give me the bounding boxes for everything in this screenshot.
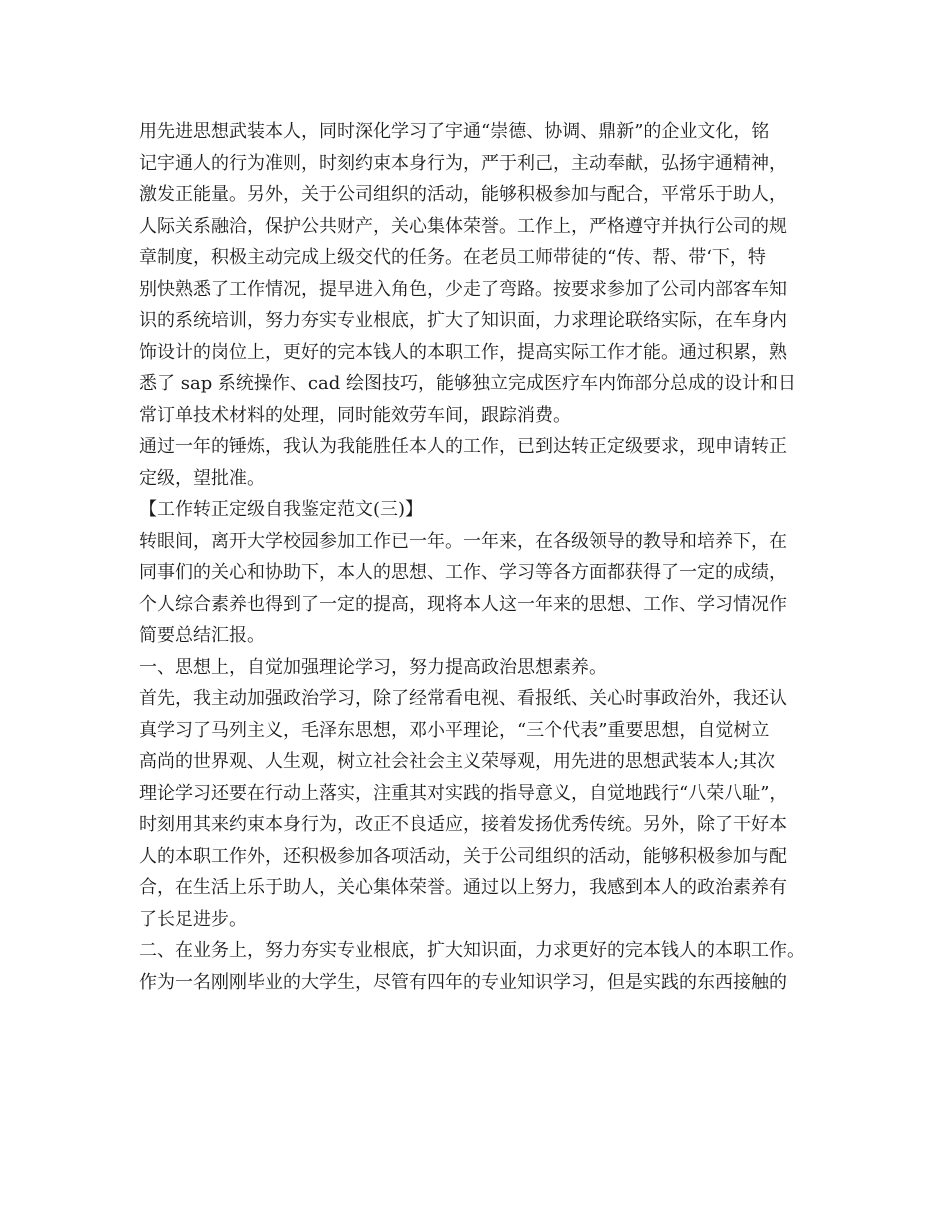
text-line: 章制度，积极主动完成上级交代的任务。在老员工师带徒的“传、帮、带‘下，特 (139, 247, 766, 268)
text-line: 饰设计的岗位上，更好的完本钱人的本职工作，提高实际工作才能。通过积累，熟 (139, 341, 787, 363)
document-body (139, 116, 839, 998)
text-line: 常订单技术材料的处理，同时能效劳车间，跟踪消费。 (139, 404, 571, 426)
text-line: 二、在业务上，努力夯实专业根底，扩大知识面，力求更好的完本钱人的本职工作。 (139, 940, 805, 961)
text-line: 别快熟悉了工作情况，提早进入角色，少走了弯路。按要求参加了公司内部客车知 (139, 278, 787, 300)
text-line: 首先，我主动加强政治学习，除了经常看电视、看报纸、关心时事政治外，我还认 (139, 688, 787, 709)
text-line: 高尚的世界观、人生观，树立社会社会主义荣辱观，用先进的思想武装本人;其次 (139, 751, 776, 772)
paragraph-p3 (139, 494, 839, 526)
text-line: 合，在生活上乐于助人，关心集体荣誉。通过以上努力，我感到本人的政治素养有 (139, 877, 787, 898)
text-line: 悉了 sap 系统操作、cad 绘图技巧，能够独立完成医疗车内饰部分总成的设计和日 (139, 373, 796, 394)
text-line: 通过一年的锤炼，我认为我能胜任本人的工作，已到达转正定级要求，现申请转正 (139, 436, 787, 457)
text-line: 真学习了马列主义，毛泽东思想，邓小平理论，“三个代表”重要思想，自觉树立 (139, 719, 770, 741)
text-line: 人的本职工作外，还积极参加各项活动，关于公司组织的活动，能够积极参加与配 (139, 845, 787, 867)
text-line: 理论学习还要在行动上落实，注重其对实践的指导意义，自觉地践行“八荣八耻”， (139, 782, 788, 804)
paragraph-p7 (139, 935, 839, 967)
text-line: 时刻用其来约束本身行为，改正不良适应，接着发扬优秀传统。另外，除了干好本 (139, 814, 787, 835)
text-line: 转眼间，离开大学校园参加工作已一年。一年来，在各级领导的教导和培养下，在 (139, 530, 787, 552)
paragraph-p6 (139, 683, 839, 935)
paragraph-p5 (139, 652, 839, 684)
paragraph-p2 (139, 431, 839, 494)
text-line: 用先进思想武装本人，同时深化学习了宇通“崇德、协调、鼎新”的企业文化，铭 (139, 121, 770, 142)
paragraph-p4 (139, 526, 839, 652)
text-line: 人际关系融洽，保护公共财产，关心集体荣誉。工作上，严格遵守并执行公司的规 (139, 215, 787, 237)
text-line: 作为一名刚刚毕业的大学生，尽管有四年的专业知识学习，但是实践的东西接触的 (139, 971, 787, 993)
text-line: 【工作转正定级自我鉴定范文(三)】 (139, 499, 424, 520)
text-line: 记宇通人的行为准则，时刻约束本身行为，严于利己，主动奉献，弘扬宇通精神， (139, 152, 787, 174)
text-line: 一、思想上，自觉加强理论学习，努力提高政治思想素养。 (139, 656, 607, 678)
text-line: 个人综合素养也得到了一定的提高，现将本人这一年来的思想、工作、学习情况作 (139, 593, 787, 615)
text-line: 了长足进步。 (139, 908, 247, 930)
paragraph-p1 (139, 116, 839, 431)
text-line: 同事们的关心和协助下，本人的思想、工作、学习等各方面都获得了一定的成绩， (139, 562, 787, 583)
paragraph-p8 (139, 967, 839, 999)
text-line: 识的系统培训，努力夯实专业根底，扩大了知识面，力求理论联络实际，在车身内 (139, 310, 787, 331)
text-line: 定级，望批准。 (139, 467, 265, 489)
text-line: 激发正能量。另外，关于公司组织的活动，能够积极参加与配合，平常乐于助人， (139, 184, 787, 205)
text-line: 简要总结汇报。 (139, 625, 265, 646)
